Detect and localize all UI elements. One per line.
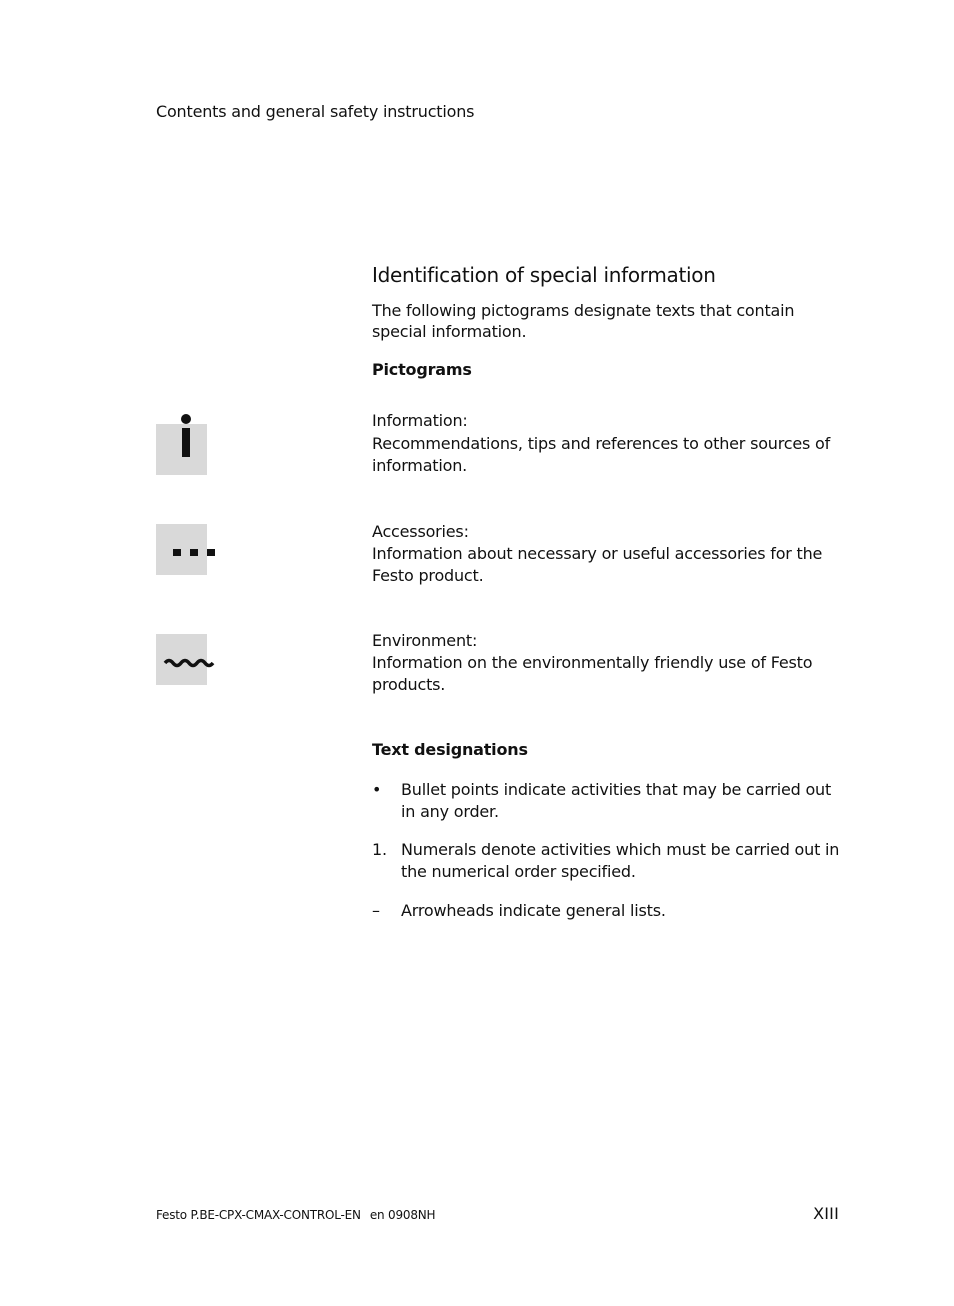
numeral-marker: 1.	[372, 840, 387, 859]
pictogram-entry-information	[372, 410, 842, 477]
running-head: Contents and general safety instructions	[156, 102, 475, 121]
pictogram-entry-environment	[372, 630, 842, 696]
intro-paragraph: The following pictograms designate texts that contain special information.	[372, 301, 795, 341]
dash-marker: –	[372, 901, 380, 920]
list-item-bullet	[372, 779, 842, 823]
pictogram-label: Environment:	[372, 631, 478, 650]
environment-icon	[156, 634, 207, 685]
information-icon	[156, 424, 207, 475]
bullet-marker: •	[372, 780, 382, 799]
footer-doc-id: Festo P.BE-CPX-CMAX-CONTROL-EN	[156, 1208, 361, 1222]
footer-edition: en 0908NH	[369, 1208, 436, 1222]
pictogram-description: Recommendations, tips and references to other sources of information.	[372, 434, 831, 475]
pictogram-label: Information:	[372, 411, 468, 430]
list-item-dash	[372, 900, 842, 922]
pictogram-description: Information about necessary or useful accessories for the Festo product.	[372, 544, 823, 585]
list-item-text: Arrowheads indicate general lists.	[401, 901, 666, 920]
pictograms-heading: Pictograms	[372, 360, 472, 379]
text-designations-heading: Text designations	[372, 740, 528, 759]
list-item-text: Bullet points indicate activities that may be carried out in any order.	[401, 780, 832, 821]
accessories-icon	[156, 524, 207, 575]
pictogram-entry-accessories	[372, 521, 842, 587]
footer-doc-info	[156, 1208, 435, 1222]
list-item-numeral	[372, 839, 842, 883]
list-item-text: Numerals denote activities which must be carried out in the numerical order specified.	[401, 840, 840, 881]
section-title: Identification of special information	[372, 263, 716, 287]
page-number: XIII	[813, 1204, 839, 1223]
pictogram-label: Accessories:	[372, 522, 469, 541]
pictogram-description: Information on the environmentally friendly use of Festo products.	[372, 653, 813, 694]
